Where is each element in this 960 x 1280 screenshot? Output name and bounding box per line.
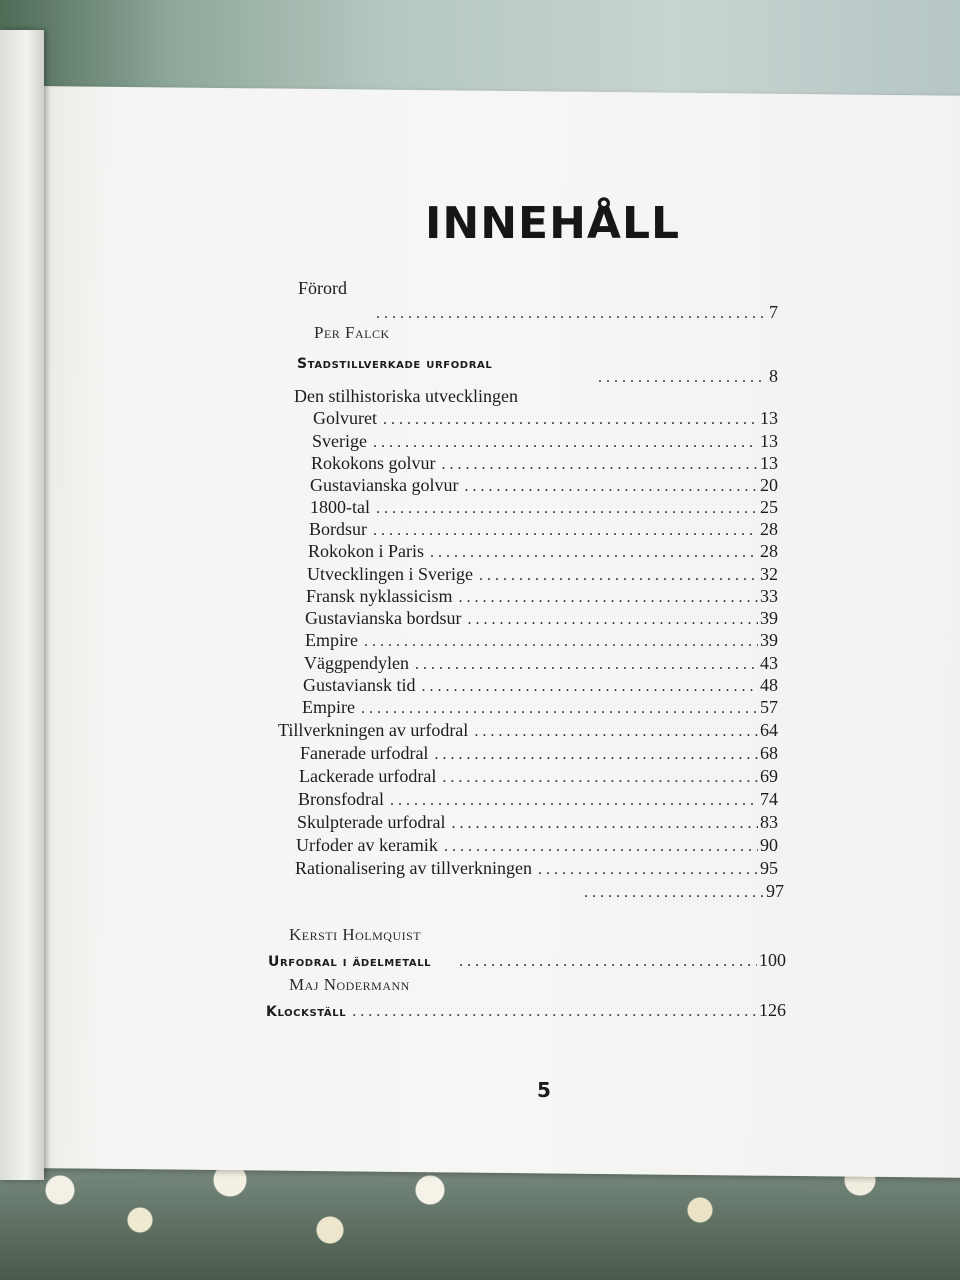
toc-page-number: 126 (759, 1000, 786, 1020)
toc-label: Bordsur (309, 519, 367, 539)
toc-label: Gustaviansk tid (303, 675, 416, 695)
toc-label: Väggpendylen (304, 653, 409, 673)
toc-page-number: 39 (760, 630, 778, 650)
leader-dots (442, 769, 758, 787)
toc-label: 1800-tal (310, 497, 370, 517)
toc-row (295, 858, 778, 880)
toc-page-number: 25 (760, 497, 778, 517)
leader-dots (474, 723, 758, 741)
toc-page-number: 43 (760, 653, 778, 673)
toc-row (296, 835, 778, 857)
leader-dots (361, 700, 758, 718)
toc-page-number: 74 (760, 789, 778, 809)
toc-label: Bronsfodral (298, 789, 384, 809)
toc-page-number: 33 (760, 586, 778, 606)
leader-dots (434, 746, 758, 764)
toc-row (304, 653, 778, 675)
toc-label: Empire (305, 630, 358, 650)
toc-row-preface (298, 278, 778, 300)
toc-page-number: 13 (760, 453, 778, 473)
toc-section-label: Urfodral i ädelmetall (268, 954, 432, 970)
leader-dots (479, 567, 758, 585)
toc-section-label: Klockställ (266, 1004, 347, 1020)
toc-page-number: 13 (760, 431, 778, 451)
toc-row (310, 497, 778, 519)
toc-page-number: 95 (760, 858, 778, 878)
leader-dots (390, 792, 758, 810)
toc-row (311, 453, 778, 475)
toc-row (312, 431, 778, 453)
toc-row (298, 789, 778, 811)
toc-row (306, 586, 778, 608)
toc-row (300, 743, 778, 765)
leader-dots (383, 411, 758, 429)
toc-label: Gustavianska golvur (310, 475, 459, 495)
toc-page-number: 83 (760, 812, 778, 832)
leader-dots (584, 884, 764, 902)
toc-page-number: 28 (760, 519, 778, 539)
toc-section-label: Stadstillverkade urfodral (297, 356, 493, 372)
toc-label: Sverige (312, 431, 367, 451)
toc-label: Golvuret (313, 408, 377, 428)
toc-label: Lackerade urfodral (299, 766, 437, 786)
toc-row (308, 541, 778, 563)
leader-dots (442, 456, 758, 474)
leader-dots (376, 500, 758, 518)
toc-label: Urfoder av keramik (296, 835, 438, 855)
toc-page-number: 13 (760, 408, 778, 428)
toc-page-number: 48 (760, 675, 778, 695)
toc-label: Rokokons golvur (311, 453, 436, 473)
toc-label: Den stilhistoriska utvecklingen (294, 386, 518, 406)
toc-label: Förord (298, 278, 347, 298)
toc-page-number: 64 (760, 720, 778, 740)
leader-dots (538, 861, 758, 879)
leader-dots (364, 633, 758, 651)
leader-dots (464, 478, 758, 496)
toc-page-number: 8 (769, 366, 778, 386)
toc-section-klockstall (266, 1000, 786, 1024)
toc-page-number: 32 (760, 564, 778, 584)
toc-label: Fanerade urfodral (300, 743, 429, 763)
toc-row (309, 519, 778, 541)
leader-dots (451, 815, 758, 833)
toc-row (299, 766, 778, 788)
toc-row (303, 675, 778, 697)
toc-section-adelmetall (268, 950, 786, 974)
toc-label: Rationalisering av tillverkningen (295, 858, 532, 878)
leader-dots (598, 369, 767, 387)
toc-page-number: 20 (760, 475, 778, 495)
leader-dots (459, 953, 757, 971)
toc-page-number: 69 (760, 766, 778, 786)
toc-label: Gustavianska bordsur (305, 608, 462, 628)
toc-row (313, 408, 778, 430)
toc-label: Tillverkningen av urfodral (278, 720, 469, 740)
toc-row (307, 564, 778, 586)
page-number: 5 (537, 1078, 551, 1102)
toc-label: Rokokon i Paris (308, 541, 425, 561)
leader-dots (415, 656, 758, 674)
toc-page-number: 28 (760, 541, 778, 561)
toc-page-number: 57 (760, 697, 778, 717)
toc-label: Fransk nyklassicism (306, 586, 453, 606)
toc-page-number: 39 (760, 608, 778, 628)
leader-dots (373, 434, 758, 452)
toc-row (294, 386, 784, 408)
toc-row (305, 608, 778, 630)
toc-page-number: 90 (760, 835, 778, 855)
toc-label: Utvecklingen i Sverige (307, 564, 473, 584)
page-title: INNEHÅLL (425, 198, 681, 249)
toc-label: Skulpterade urfodral (297, 812, 446, 832)
leader-dots (467, 611, 758, 629)
leader-dots (459, 589, 759, 607)
leader-dots (376, 305, 767, 323)
author-name: Kersti Holmquist (289, 925, 422, 944)
leader-dots (430, 544, 758, 562)
leader-dots (352, 1003, 757, 1021)
leader-dots (422, 678, 759, 696)
author-name: Per Falck (314, 323, 390, 342)
author-name: Maj Nodermann (289, 975, 410, 994)
toc-row-last-leader (578, 881, 784, 903)
toc-page-number: 100 (759, 950, 786, 970)
toc-page-number: 68 (760, 743, 778, 763)
toc-label: Empire (302, 697, 355, 717)
leader-dots (444, 838, 758, 856)
leader-dots (373, 522, 758, 540)
toc-row (302, 697, 778, 719)
toc-row (310, 475, 778, 497)
toc-row (297, 812, 778, 834)
toc-page-number: 7 (769, 302, 778, 322)
toc-row (278, 720, 778, 742)
toc-page-number: 97 (766, 881, 784, 901)
toc-row (305, 630, 778, 652)
toc-row-preface-leader (370, 302, 778, 324)
